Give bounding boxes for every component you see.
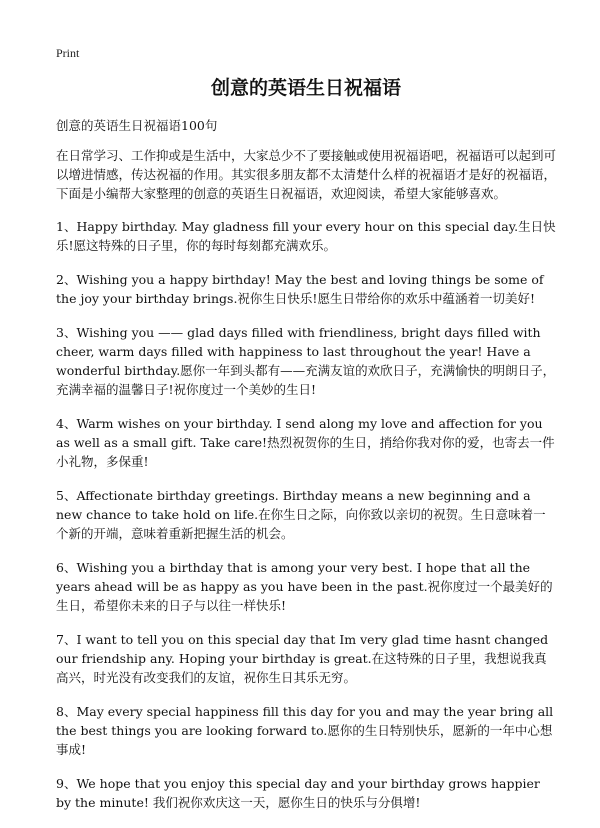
wish-item-3: 3、Wishing you —— glad days filled with friendliness, bright days filled with cheer, warm days filled with happiness to last throughout the year! Have a wonderful birthday.愿你一年到头都有——充满友谊的欢欣日子，充满愉快的明朗日子，充满幸福的温馨日子!祝你度过一个美妙的生日! xyxy=(56,325,556,397)
wish-item-9: 9、We hope that you enjoy this special day and your birthday grows happier by the minute! 我们祝你欢庆这一天，愿你生日的快乐与分俱增! xyxy=(56,776,540,810)
page-title: 创意的英语生日祝福语 xyxy=(210,77,401,99)
wish-item-8: 8、May every special happiness fill this day for you and may the year bring all the best things you are looking forward to.愿你的生日特别快乐，愿新的一年中心想事成! xyxy=(56,704,554,757)
wish-item-6: 6、Wishing you a birthday that is among your very best. I hope that all the years ahead will be as happy as you have been in the past.祝你度过一个最美好的生日，希望你未来的日子与以往一样快乐! xyxy=(56,560,553,613)
wish-item-4: 4、Warm wishes on your birthday. I send along my love and affection for you as well as a small gift. Take care!热烈祝贺你的生日，捎给你我对你的爱，也寄去一件小礼物，多保重! xyxy=(56,416,555,469)
print-link[interactable]: Print xyxy=(56,46,80,60)
document-subtitle: 创意的英语生日祝福语100句 xyxy=(56,118,218,133)
intro-paragraph: 在日常学习、工作抑或是生活中，大家总少不了要接触或使用祝福语吧，祝福语可以起到可以增进情感，传达祝福的作用。其实很多朋友都不太清楚什么样的祝福语才是好的祝福语，下面是小编帮大家整理的创意的英语生日祝福语，欢迎阅读，希望大家能够喜欢。 xyxy=(56,148,557,201)
wish-item-1: 1、Happy birthday. May gladness fill your every hour on this special day.生日快乐!愿这特殊的日子里，你的每时每刻都充满欢乐。 xyxy=(56,219,556,253)
wish-item-2: 2、Wishing you a happy birthday! May the best and loving things be some of the joy your birthday brings.祝你生日快乐!愿生日带给你的欢乐中蕴涵着一切美好! xyxy=(56,272,544,306)
wish-item-5: 5、Affectionate birthday greetings. Birthday means a new beginning and a new chance to take hold on life.在你生日之际，向你致以亲切的祝贺。生日意味着一个新的开端，意味着重新把握生活的机会。 xyxy=(56,488,546,541)
wish-item-7: 7、I want to tell you on this special day that Im very glad time hasnt changed our friendship any. Hoping your birthday is great.在这特殊的日子里，我想说我真高兴，时光没有改变我们的友谊，祝你生日其乐无穷。 xyxy=(56,632,549,685)
